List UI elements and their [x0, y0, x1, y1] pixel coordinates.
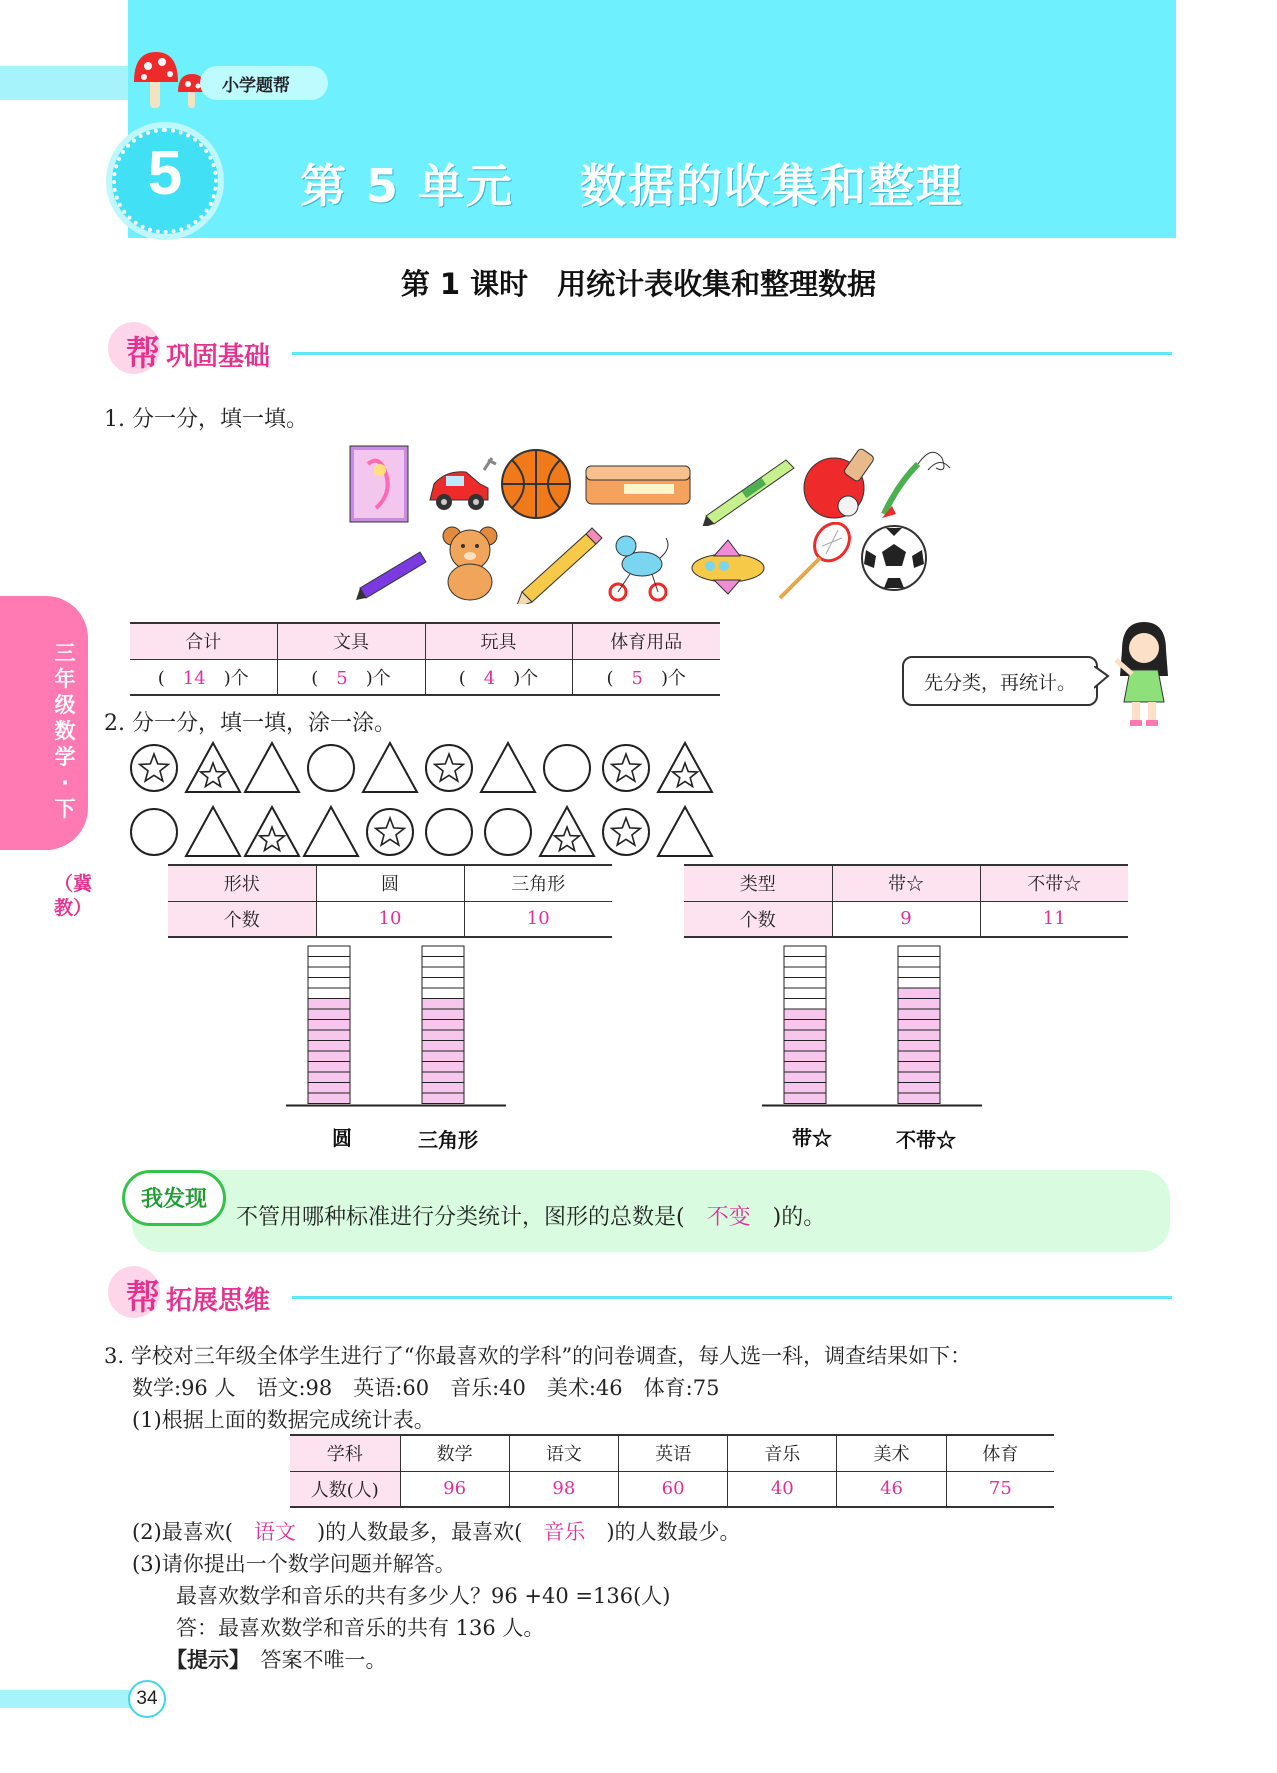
chart-type-cell [784, 1020, 826, 1031]
chart-type-cell [784, 1062, 826, 1073]
toy-plane-icon [692, 540, 764, 594]
q3-hint-label: 【提示】 [166, 1647, 240, 1672]
chart-type-cell [784, 1041, 826, 1052]
chart-shape-cell [422, 1009, 464, 1020]
chart-shape-cell [308, 967, 350, 978]
q3-hint-text: 答案不唯一。 [260, 1648, 387, 1672]
q1-header-sports: 体育用品 [572, 623, 720, 659]
toy-dog-icon [610, 536, 668, 600]
q2-shape-header-triangle: 三角形 [464, 865, 612, 901]
q2-shape-header-circle: 圆 [316, 865, 464, 901]
chart-type-cell [784, 988, 826, 999]
chart-type-cell [898, 988, 940, 999]
q1-items-row-2 [356, 522, 936, 604]
chart-shape-cell [308, 1062, 350, 1073]
q1-cell-total: ( 14 )个 [157, 667, 249, 689]
chart-shape-cell [308, 1030, 350, 1041]
q1-answer-stationery: 5 [336, 667, 348, 689]
chart-shape-cell [308, 1009, 350, 1020]
chart-shape-bar-0 [308, 946, 350, 1104]
speech-text: 先分类，再统计。 [923, 672, 1076, 694]
q3-value-music: 40 [728, 1471, 837, 1507]
basketball-icon [502, 450, 570, 518]
chart-type-cell [784, 1009, 826, 1020]
chart-shape-cell [422, 946, 464, 957]
q3-header-pe: 体育 [946, 1435, 1054, 1471]
question-3-sub-3: (3)请你提出一个数学问题并解答。 [132, 1552, 456, 1576]
chart-type-cell [898, 978, 940, 989]
header-stripe [0, 66, 128, 100]
chart-type-cell [784, 978, 826, 989]
chart-shape-cell [422, 1072, 464, 1083]
q3-answer-least: 音乐 [543, 1520, 586, 1544]
chart-type-cell [784, 1093, 826, 1104]
triangle-shape [481, 743, 535, 792]
q3-header-music: 音乐 [728, 1435, 837, 1471]
q1-cell-sports: ( 5 )个 [572, 659, 720, 695]
chart-type-cell [898, 1083, 940, 1094]
soccer-ball-icon [862, 526, 926, 590]
q2-type-row-label: 个数 [684, 901, 832, 937]
chart-shape-cell [422, 1020, 464, 1031]
badminton-racket-icon [780, 522, 857, 598]
triangle-shape [304, 807, 358, 856]
q3-row-label: 人数(人) [290, 1471, 400, 1507]
chart-shape-label-triangle: 三角形 [418, 1128, 478, 1152]
pencil-box-icon [586, 466, 690, 504]
discovery-badge-text: 我发现 [140, 1187, 207, 1212]
q2-shape-value-circle: 10 [316, 901, 464, 937]
footer-stripe [0, 1690, 132, 1708]
banner-wave [128, 218, 1176, 248]
chart-shape-cell [308, 1041, 350, 1052]
circle-shape [308, 745, 354, 791]
q1-cell-toys: ( 4 )个 [425, 659, 572, 695]
q3-header-english: 英语 [618, 1435, 727, 1471]
section-divider [292, 352, 1172, 355]
chart-shape-cell [422, 957, 464, 968]
q3-value-math: 96 [400, 1471, 509, 1507]
chart-shape-cell [422, 988, 464, 999]
chart-shape-cell [422, 1041, 464, 1052]
chart-type-cell [784, 946, 826, 957]
triangle-shape [186, 807, 240, 856]
chart-type-cell [784, 1083, 826, 1094]
triangle-shape [363, 743, 417, 792]
ping-pong-paddle-icon [804, 448, 875, 518]
question-3-text: 3. 学校对三年级全体学生进行了“你最喜欢的学科”的问卷调查，每人选一科，调查结果如下： [104, 1344, 972, 1368]
chart-shape-cell [422, 1051, 464, 1062]
discovery-text: 不管用哪种标准进行分类统计，图形的总数是( 不变 )的。 [236, 1205, 826, 1230]
q2-type-value-star: 9 [832, 901, 980, 937]
section-divider [292, 1296, 1172, 1299]
q3-answer-most: 语文 [253, 1520, 296, 1544]
question-3-sub-2: (2)最喜欢( 语文 )的人数最多，最喜欢( 音乐 )的人数最少。 [132, 1520, 741, 1544]
chart-type-bar-0 [784, 946, 826, 1104]
chart-shape-cell [308, 946, 350, 957]
question-3-data: 数学:96 人 语文:98 英语:60 音乐:40 美术:46 体育:75 [132, 1376, 720, 1400]
q3-value-english: 60 [618, 1471, 727, 1507]
chart-shape-cell [422, 1083, 464, 1094]
q1-header-total: 合计 [130, 623, 277, 659]
chart-shape-cell [422, 978, 464, 989]
q2-type-header-0: 类型 [684, 865, 832, 901]
chart-shape-cell [308, 1083, 350, 1094]
q2-shapes-row-1 [128, 740, 788, 796]
chart-type-cell [784, 1072, 826, 1083]
chart-type-cell [784, 1051, 826, 1062]
teddy-bear-icon [443, 527, 497, 600]
section-bang: 帮 [126, 334, 160, 374]
chart-type-label-star: 带☆ [792, 1126, 832, 1150]
chart-shape-cell [308, 1072, 350, 1083]
section-title-basics: 巩固基础 [166, 342, 271, 372]
circle-star-shape [603, 809, 649, 855]
circle-shape [131, 809, 177, 855]
triangle-shape [245, 743, 299, 792]
q3-value-art: 46 [837, 1471, 946, 1507]
chart-type-cell [898, 1093, 940, 1104]
pen-icon [702, 460, 794, 526]
chart-shape-cell [422, 1030, 464, 1041]
triangle-star-shape [245, 807, 299, 856]
circle-shape [485, 809, 531, 855]
circle-shape [544, 745, 590, 791]
q1-answer-sports: 5 [631, 667, 643, 689]
q2-shape-row-label: 个数 [168, 901, 316, 937]
q3-header-subject: 学科 [290, 1435, 400, 1471]
q3-header-art: 美术 [837, 1435, 946, 1471]
q2-type-value-nostar: 11 [980, 901, 1128, 937]
q3-header-math: 数学 [400, 1435, 509, 1471]
circle-star-shape [426, 745, 472, 791]
page-number: 34 [136, 1688, 158, 1709]
chart-shape [286, 942, 516, 1122]
chart-shape-cell [422, 1093, 464, 1104]
discovery-answer: 不变 [706, 1205, 751, 1230]
triangle-star-shape [658, 743, 712, 792]
chart-shape-cell [308, 1020, 350, 1031]
chart-type-bar-1 [898, 946, 940, 1104]
triangle-star-shape [186, 743, 240, 792]
chart-shape-bar-1 [422, 946, 464, 1104]
girl-icon [1110, 620, 1178, 728]
notebook-icon [350, 446, 408, 522]
q2-shape-value-triangle: 10 [464, 901, 612, 937]
q1-answer-total: 14 [182, 667, 206, 689]
q2-table-shape [168, 864, 612, 938]
circle-shape [426, 809, 472, 855]
chart-shape-cell [308, 978, 350, 989]
q2-shapes-row-2 [128, 804, 788, 860]
chart-type-cell [898, 957, 940, 968]
triangle-shape [658, 807, 712, 856]
chart-shape-cell [308, 1051, 350, 1062]
section-bang: 帮 [126, 1278, 160, 1318]
chart-shape-cell [308, 957, 350, 968]
chart-shape-cell [308, 988, 350, 999]
q2-table-type [684, 864, 1128, 938]
q1-cell-stationery: ( 5 )个 [277, 659, 425, 695]
q3-hint [166, 1644, 387, 1674]
lesson-title: 第 1 课时 用统计表收集和整理数据 [400, 267, 877, 301]
side-tab-edition: （冀教） [54, 873, 93, 919]
chart-type-cell [898, 999, 940, 1010]
q1-header-toys: 玩具 [425, 623, 572, 659]
chart-type-label-nostar: 不带☆ [896, 1128, 956, 1152]
q2-type-header-nostar: 不带☆ [980, 865, 1128, 901]
q1-header-stationery: 文具 [277, 623, 425, 659]
chart-shape-cell [422, 1062, 464, 1073]
question-2-text: 2. 分一分，填一填，涂一涂。 [104, 711, 396, 736]
shuttlecock-icon [882, 452, 950, 518]
q1-table [130, 622, 720, 696]
q3-answer-line-1: 最喜欢数学和音乐的共有多少人？96 +40 =136(人) [176, 1584, 671, 1608]
q1-items-row-1 [346, 444, 966, 526]
chart-type-cell [898, 1030, 940, 1041]
chart-type-cell [784, 1030, 826, 1041]
side-tab-grade: 三年级数学·下 [54, 641, 76, 821]
pencil-icon [516, 528, 602, 604]
chart-type-cell [784, 967, 826, 978]
q2-type-header-star: 带☆ [832, 865, 980, 901]
question-1-text: 1. 分一分，填一填。 [104, 407, 308, 432]
chart-type-cell [898, 1072, 940, 1083]
q3-header-chinese: 语文 [509, 1435, 618, 1471]
chart-type-cell [898, 1062, 940, 1073]
circle-star-shape [367, 809, 413, 855]
q3-value-pe: 75 [946, 1471, 1054, 1507]
q2-shape-header-0: 形状 [168, 865, 316, 901]
chart-shape-cell [422, 999, 464, 1010]
circle-star-shape [131, 745, 177, 791]
chart-shape-label-circle: 圆 [332, 1126, 352, 1150]
chart-type [762, 942, 992, 1122]
question-3-sub-1: (1)根据上面的数据完成统计表。 [132, 1408, 435, 1432]
chart-type-cell [898, 1020, 940, 1031]
unit-title: 第 5 单元 数据的收集和整理 [300, 159, 965, 213]
circle-star-shape [603, 745, 649, 791]
chart-shape-cell [308, 1093, 350, 1104]
chart-type-cell [898, 1051, 940, 1062]
q1-answer-toys: 4 [483, 667, 496, 689]
chart-type-cell [898, 1041, 940, 1052]
brand-name: 小学题帮 [222, 76, 290, 96]
chart-type-cell [898, 946, 940, 957]
chart-type-cell [898, 967, 940, 978]
unit-number: 5 [147, 139, 183, 208]
q3-value-chinese: 98 [509, 1471, 618, 1507]
marker-pen-icon [356, 552, 426, 600]
q3-answer-line-2: 答：最喜欢数学和音乐的共有 136 人。 [176, 1616, 545, 1640]
chart-shape-cell [308, 999, 350, 1010]
toy-car-icon [430, 458, 496, 510]
chart-type-cell [898, 1009, 940, 1020]
chart-shape-cell [422, 967, 464, 978]
chart-type-cell [784, 957, 826, 968]
chart-type-cell [784, 999, 826, 1010]
q3-table [290, 1434, 1054, 1508]
section-title-extend: 拓展思维 [166, 1286, 271, 1316]
triangle-star-shape [540, 807, 594, 856]
